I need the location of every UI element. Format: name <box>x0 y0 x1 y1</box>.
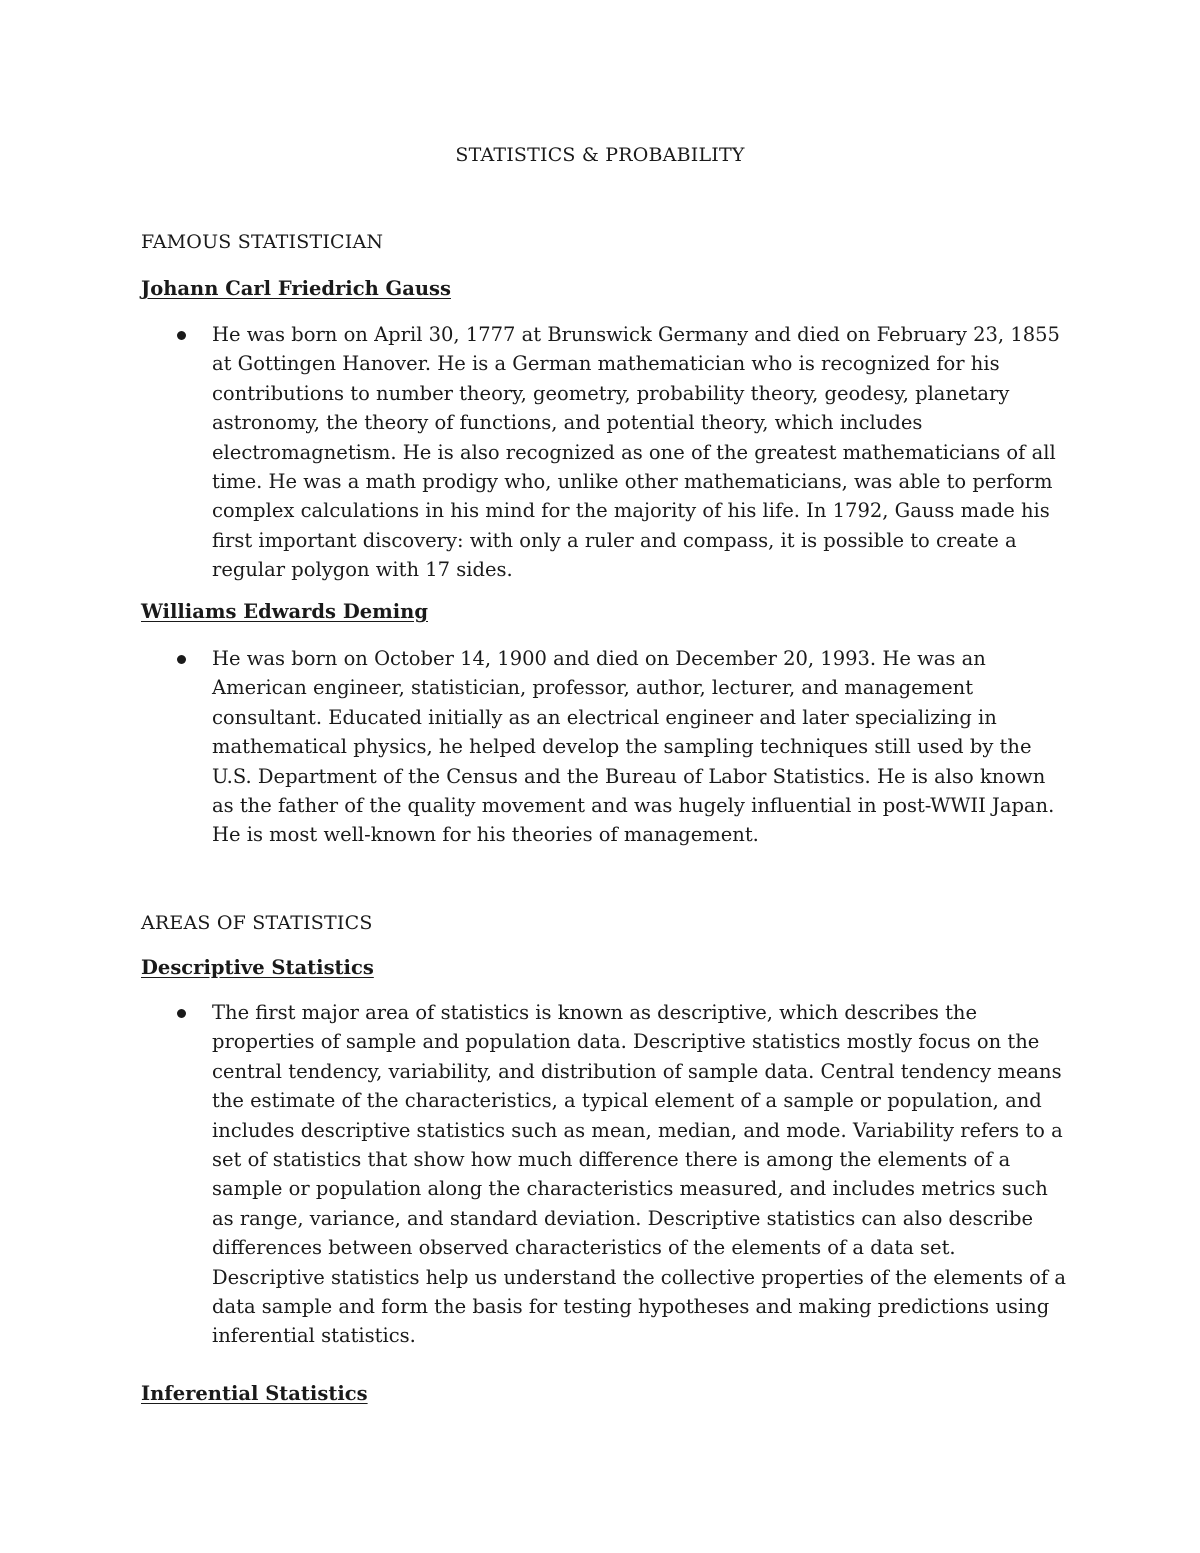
bullet-text-descriptive-statistics: The first major area of statistics is known as descriptive, which describes the properties of sample and population data. Descriptive statistics mostly focus on the central tendency, variability, and distribution of sample data. Central tendency means the estimate of the characteristics, a typical element of a sample or population, and includes descriptive statistics such as mean, median, and mode. Variability refers to a set of statistics that show how much difference there is among the elements of a sample or population along the characteristics measured, and includes metrics such as range, variance, and standard deviation. Descriptive statistics can also describe differences between observed characteristics of the elements of a data set. Descriptive statistics help us understand the collective properties of the elements of a data sample and form the basis for testing hypotheses and making predictions using inferential statistics. <box>212 1001 1066 1348</box>
subheading-descriptive-statistics: Descriptive Statistics <box>141 956 374 979</box>
bullet-text-deming: He was born on October 14, 1900 and died on December 20, 1993. He was an American engineer, statistician, professor, author, lecturer, and management consultant. Educated initially as an electrical engineer and later specializing in mathematical physics, he helped develop the sampling techniques still used by the U.S. Department of the Census and the Bureau of Labor Statistics. He is also known as the father of the quality movement and was hugely influential in post-WWII Japan. He is most well-known for his theories of management. <box>212 647 1055 847</box>
subheading-gauss: Johann Carl Friedrich Gauss <box>141 277 451 300</box>
bullet-icon <box>177 1009 186 1018</box>
bullet-text-gauss: He was born on April 30, 1777 at Brunswick Germany and died on February 23, 1855 at Gottingen Hanover. He is a German mathematician who is recognized for his contributions to number theory, geometry, probability theory, geodesy, planetary astronomy, the theory of functions, and potential theory, which includes electromagnetism. He is also recognized as one of the greatest mathematicians of all time. He was a math prodigy who, unlike other mathematicians, was able to perform complex calculations in his mind for the majority of his life. In 1792, Gauss made his first important discovery: with only a ruler and compass, it is possible to create a regular polygon with 17 sides. <box>212 323 1060 582</box>
section-heading-famous-statistician: FAMOUS STATISTICIAN <box>141 231 384 253</box>
bullet-item-gauss <box>141 320 1071 585</box>
document-title: STATISTICS & PROBABILITY <box>455 144 745 166</box>
bullet-icon <box>177 655 186 664</box>
subheading-inferential-statistics: Inferential Statistics <box>141 1382 368 1405</box>
bullet-item-descriptive-statistics <box>141 998 1071 1351</box>
bullet-icon <box>177 331 186 340</box>
bullet-item-deming <box>141 644 1071 850</box>
section-heading-areas-of-statistics: AREAS OF STATISTICS <box>141 912 373 934</box>
subheading-deming: Williams Edwards Deming <box>141 600 428 623</box>
